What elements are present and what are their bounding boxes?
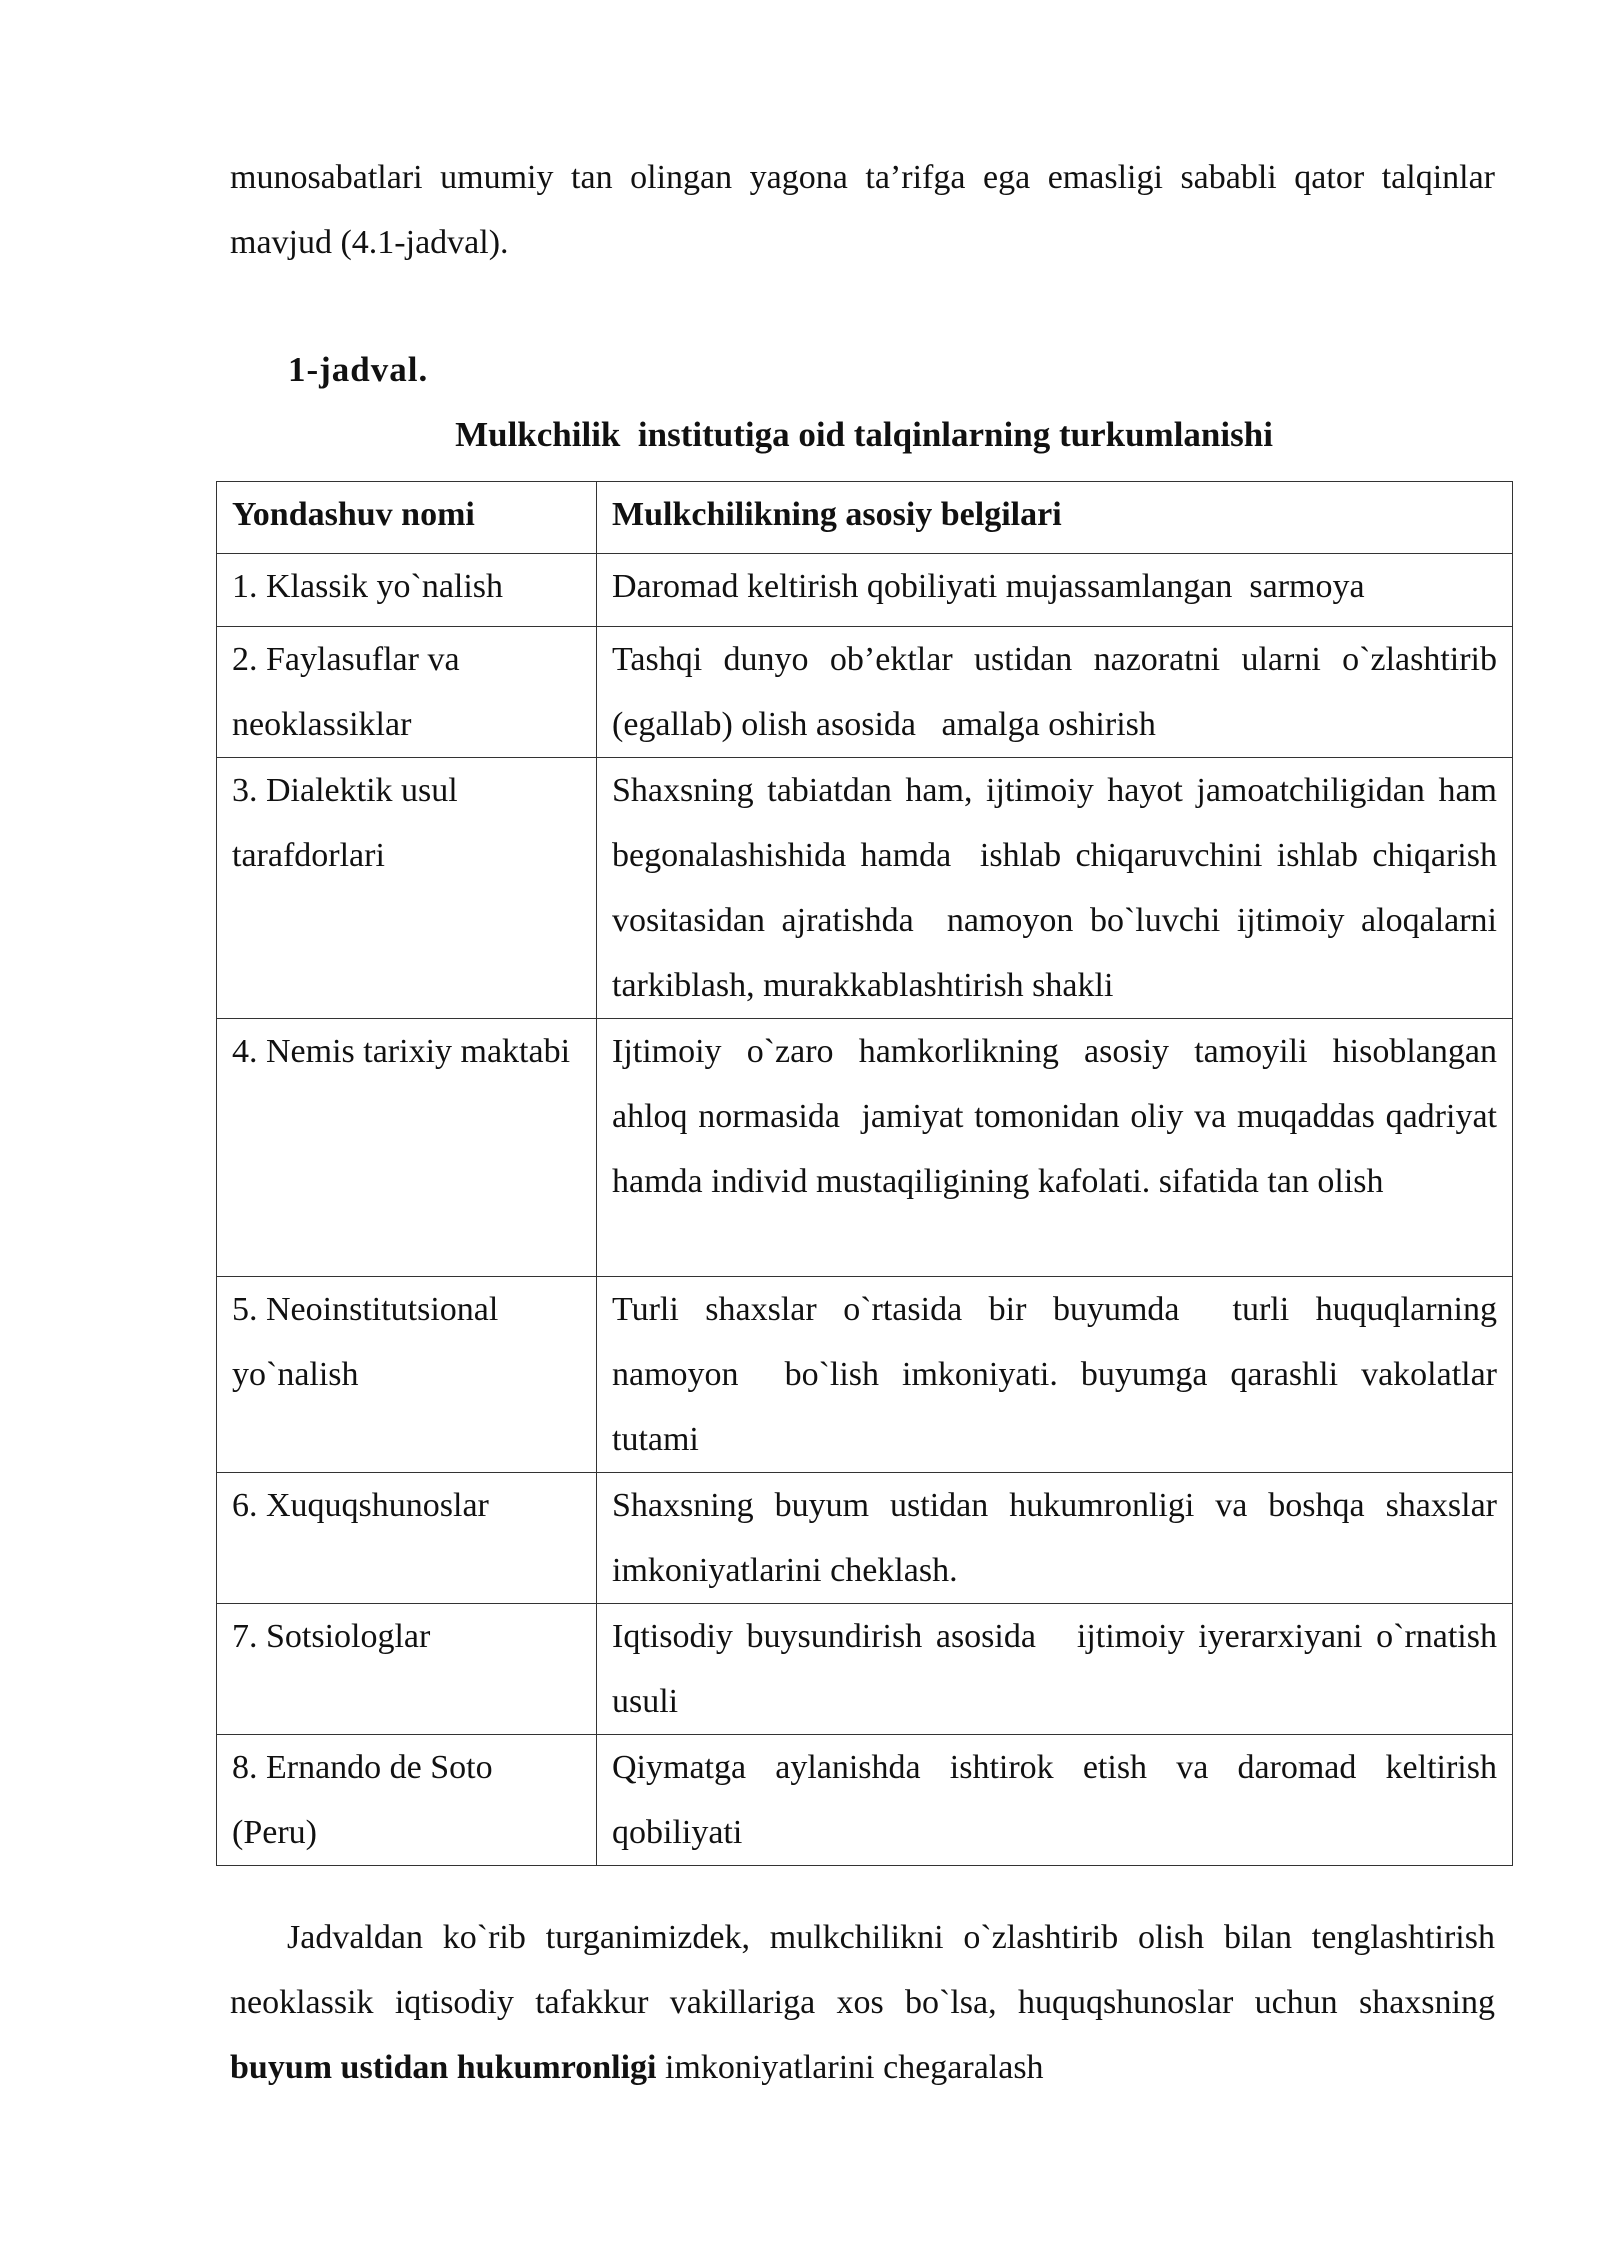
table-header-row [217,482,1513,554]
row-approach-name: 7. Sotsiologlar [217,1604,597,1735]
row-description: Tashqi dunyo ob’ektlar ustidan nazoratni ularni o`zlashtirib (egallab) olish asosida amalga oshirish [597,627,1513,758]
table-row [217,1604,1513,1735]
table-number: 1-jadval. [288,350,429,389]
table-row [217,554,1513,627]
table-row [217,1473,1513,1604]
row-description: Turli shaxslar o`rtasida bir buyumda turli huquqlarning namoyon bo`lish imkoniyati. buyumga qarashli vakolatlar tutami [597,1277,1513,1473]
row-approach-name: 5. Neoinstitutsional yo`nalish [217,1277,597,1473]
row-approach-name: 3. Dialektik usul tarafdorlari [217,758,597,1019]
table-row [217,1019,1513,1277]
approaches-table [216,481,1513,1866]
table-row [217,1735,1513,1866]
conclusion-text-end: imkoniyatlarini chegaralash [656,2049,1044,2086]
header-main-features: Mulkchilikning asosiy belgilari [597,482,1513,554]
conclusion-text-start: Jadvaldan ko`rib turganimizdek, mulkchilikni o`zlashtirib olish bilan tenglashtirish neoklassik iqtisodiy tafakkur vakillariga xos bo`lsa, huquqshunoslar uchun shaxsning [230,1919,1495,2021]
header-approach-name: Yondashuv nomi [217,482,597,554]
row-approach-name: 6. Xuquqshunoslar [217,1473,597,1604]
conclusion-paragraph [230,1905,1495,2100]
row-approach-name: 2. Faylasuflar va neoklassiklar [217,627,597,758]
table-title: Mulkchilik institutiga oid talqinlarning turkumlanishi [455,415,1273,454]
row-description: Shaxsning buyum ustidan hukumronligi va boshqa shaxslar imkoniyatlarini cheklash. [597,1473,1513,1604]
row-description: Iqtisodiy buysundirish asosida ijtimoiy iyerarxiyani o`rnatish usuli [597,1604,1513,1735]
row-description: Shaxsning tabiatdan ham, ijtimoiy hayot jamoatchiligidan ham begonalashishida hamda ishlab chiqaruvchini ishlab chiqarish vositasidan ajratishda namoyon bo`luvchi ijtimoiy aloqalarni tarkiblash, murakkablashtirish shakli [597,758,1513,1019]
row-approach-name: 1. Klassik yo`nalish [217,554,597,627]
row-approach-name: 4. Nemis tarixiy maktabi [217,1019,597,1277]
row-description: Qiymatga aylanishda ishtirok etish va daromad keltirish qobiliyati [597,1735,1513,1866]
table-row [217,1277,1513,1473]
table-row [217,758,1513,1019]
conclusion-bold-phrase: buyum ustidan hukumronligi [230,2049,657,2086]
row-description: Daromad keltirish qobiliyati mujassamlangan sarmoya [597,554,1513,627]
row-description: Ijtimoiy o`zaro hamkorlikning asosiy tamoyili hisoblangan ahloq normasida jamiyat tomonidan oliy va muqaddas qadriyat hamda individ mustaqiligining kafolati. sifatida tan olish [597,1019,1513,1277]
intro-paragraph: munosabatlari umumiy tan olingan yagona ta’rifga ega emasligi sababli qator talqinlar mavjud (4.1-jadval). [230,159,1495,261]
row-approach-name: 8. Ernando de Soto (Peru) [217,1735,597,1866]
table-row [217,627,1513,758]
